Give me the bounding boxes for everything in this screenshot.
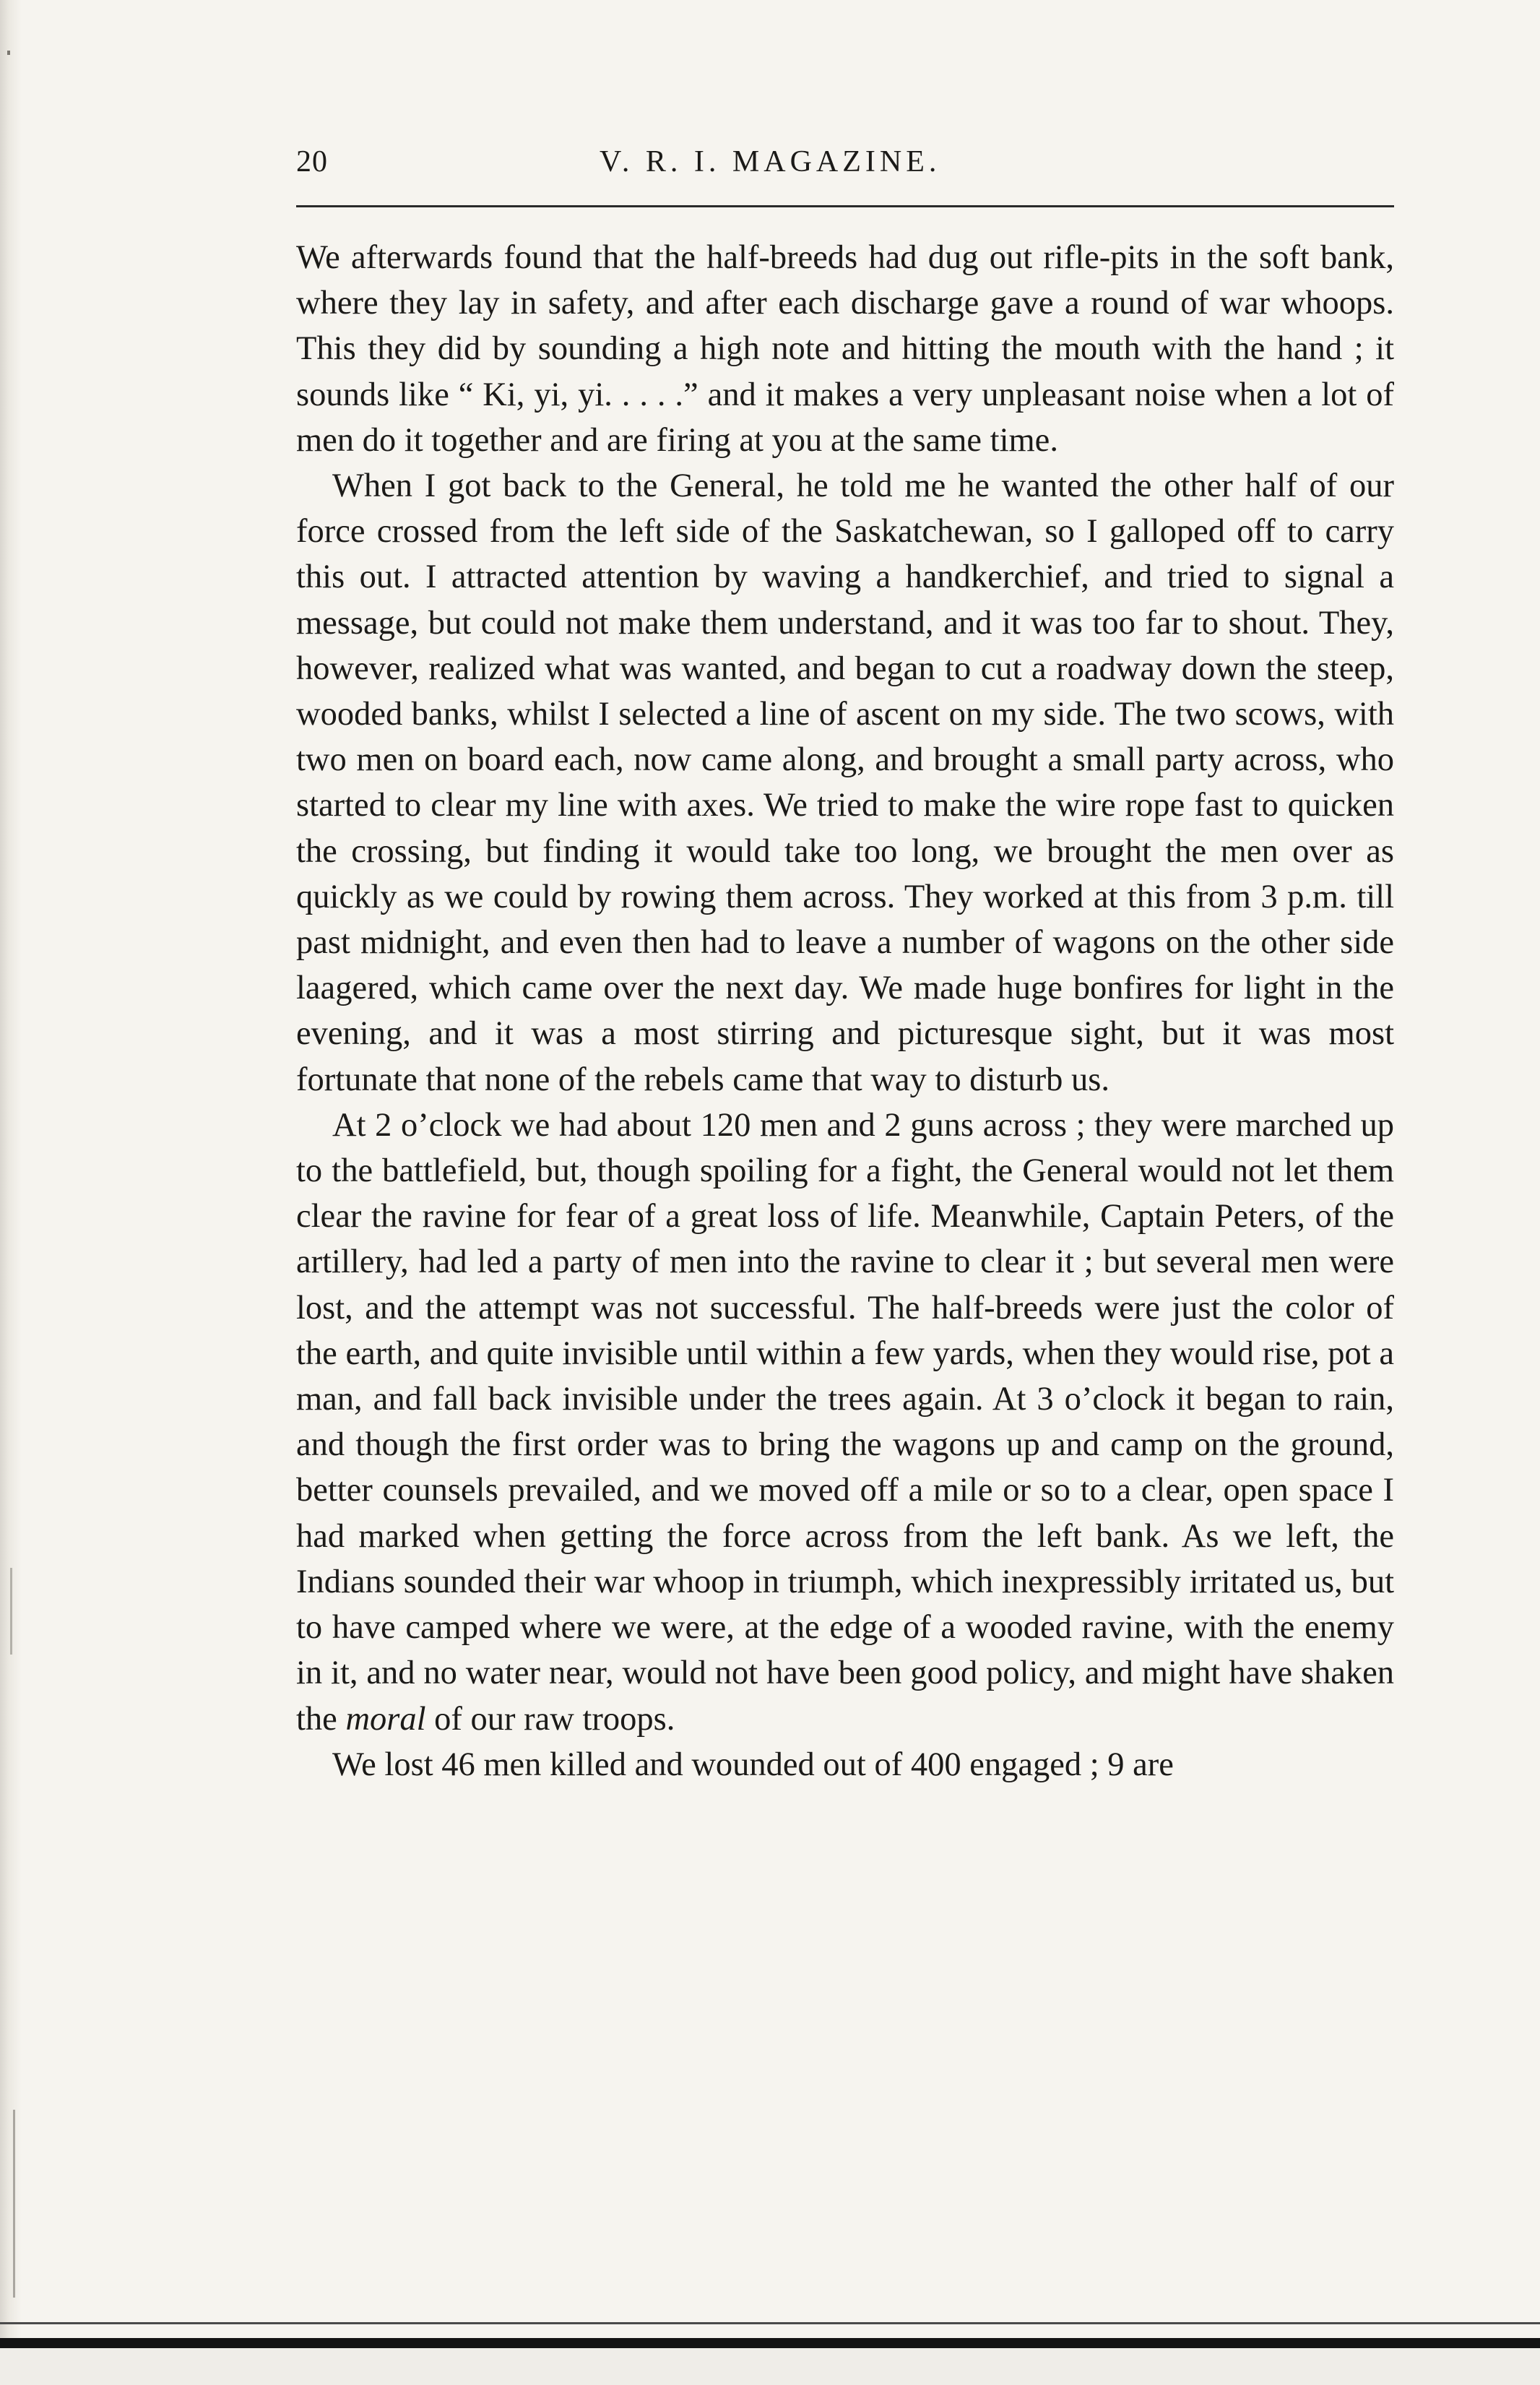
paragraph-text: of our raw troops.	[425, 1700, 675, 1738]
bottom-rule-thin	[0, 2322, 1540, 2324]
paragraph-text: At 2 o’clock we had about 120 men and 2 guns across ; they were marched up to the battlefield, but, though spoiling for a fight, the General would not let them clear the ravine for fear of a great loss of life. Meanwhile, Captain Peters, of the artillery, had led a party of men into the ravine to clear it ; but several men were lost, and the attempt was not successful. The half-breeds were just the color of the earth, and quite invisible until within a few yards, when they would rise, pot a man, and fall back invisible under the trees again. At 3 o’clock it began to rain, and though the first order was to bring the wagons up and camp on the ground, better counsels prevailed, and we moved off a mile or so to a clear, open space I had marked when getting the force across from the left bank. As we left, the Indians sounded their war whoop in triumph, which inexpressibly irritated us, but to have camped where we were, at the edge of a wooded ravine, with the enemy in it, and no water near, would not have been good policy, and might have shaken the	[296, 1106, 1394, 1738]
italic-word: moral	[345, 1700, 426, 1738]
paragraph	[296, 1103, 1394, 1742]
bottom-rule	[0, 2338, 1540, 2348]
body-text	[296, 235, 1394, 1787]
book-page	[296, 145, 1394, 1787]
page-bottom-margin	[0, 2348, 1540, 2385]
page-number: 20	[296, 145, 328, 178]
scan-speck	[7, 51, 10, 55]
header-rule	[296, 205, 1394, 207]
scan-speck	[13, 2110, 15, 2298]
paragraph: We lost 46 men killed and wounded out of 400 engaged ; 9 are	[332, 1746, 1174, 1783]
running-title: V. R. I. MAGAZINE.	[600, 145, 941, 178]
paragraph: We afterwards found that the half-breeds had dug out rifle-pits in the soft bank, where they lay in safety, and after each discharge gave a round of war whoops. This they did by sounding a high note and hitting the mouth with the hand ; it sounds like “ Ki, yi, yi. . . . .” and it makes a very unpleasant noise when a lot of men do it together and are firing at you at the same time.	[296, 239, 1394, 459]
paragraph: When I got back to the General, he told me he wanted the other half of our force crossed from the left side of the Saskatchewan, so I galloped off to carry this out. I attracted attention by waving a handkerchief, and tried to signal a message, but could not make them understand, and it was too far to shout. They, however, realized what was wanted, and began to cut a roadway down the steep, wooded banks, whilst I selected a line of ascent on my side. The two scows, with two men on board each, now came along, and brought a small party across, who started to clear my line with axes. We tried to make the wire rope fast to quicken the crossing, but finding it would take too long, we brought the men over as quickly as we could by rowing them across. They worked at this from 3 p.m. till past midnight, and even then had to leave a number of wagons on the other side laagered, which came over the next day. We made huge bonfires for light in the evening, and it was a most stirring and picturesque sight, but it was most fortunate that none of the rebels came that way to disturb us.	[296, 467, 1394, 1098]
page-header	[296, 145, 1394, 195]
scan-speck	[10, 1568, 12, 1655]
scan-edge	[0, 0, 22, 2385]
